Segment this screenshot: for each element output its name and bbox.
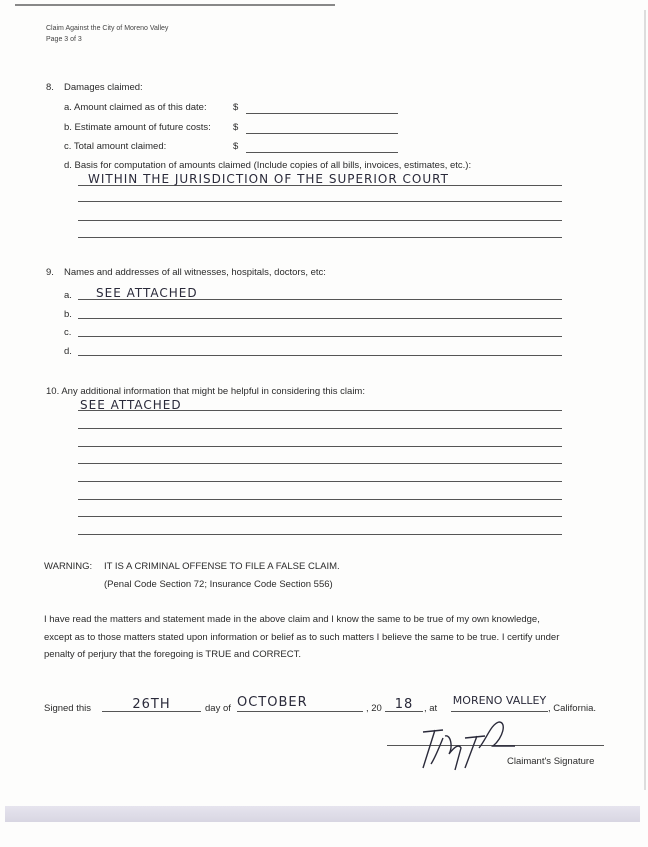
- additional-line[interactable]: [78, 534, 562, 535]
- additional-line[interactable]: [78, 463, 562, 464]
- city-handwriting: MORENO VALLEY: [452, 694, 547, 707]
- signed-prefix: Signed this: [44, 703, 92, 714]
- currency-a: $: [233, 102, 239, 113]
- witness-b-field[interactable]: [78, 318, 562, 319]
- header-title: Claim Against the City of Moreno Valley: [46, 25, 169, 32]
- basis-line-2[interactable]: [78, 201, 562, 202]
- section10-number: 10.: [46, 386, 60, 397]
- total-claimed-label: c. Total amount claimed:: [64, 141, 167, 152]
- at-label: , at: [424, 703, 438, 714]
- witness-a-letter: a.: [64, 290, 72, 301]
- amount-claimed-label: a. Amount claimed as of this date:: [64, 102, 207, 113]
- city-field[interactable]: [451, 691, 548, 712]
- basis-line-3[interactable]: [78, 220, 562, 221]
- witness-c-letter: c.: [64, 327, 72, 338]
- witness-b-letter: b.: [64, 309, 72, 320]
- state-label: , California.: [548, 703, 597, 714]
- basis-handwriting: WITHIN THE JURISDICTION OF THE SUPERIOR COURT: [88, 172, 449, 186]
- month-handwriting: OCTOBER: [237, 695, 308, 710]
- signature-mark: [395, 718, 535, 780]
- future-costs-label: b. Estimate amount of future costs:: [64, 122, 211, 133]
- signature-label: Claimant's Signature: [507, 756, 595, 767]
- year-prefix: , 20: [366, 703, 382, 714]
- section8-number: 8.: [46, 82, 54, 93]
- amount-claimed-field[interactable]: [246, 101, 398, 114]
- additional-line[interactable]: [78, 481, 562, 482]
- additional-info-field[interactable]: [78, 396, 562, 411]
- total-claimed-field[interactable]: [246, 140, 398, 153]
- witness-d-letter: d.: [64, 346, 72, 357]
- warning-text: IT IS A CRIMINAL OFFENSE TO FILE A FALSE CLAIM.: [104, 561, 340, 572]
- future-costs-field[interactable]: [246, 121, 398, 134]
- additional-line[interactable]: [78, 499, 562, 500]
- basis-field[interactable]: [78, 170, 562, 186]
- warning-codes: (Penal Code Section 72; Insurance Code Section 556): [104, 579, 333, 590]
- scan-bottom-band: [5, 806, 640, 822]
- additional-line[interactable]: [78, 516, 562, 517]
- section9-label: Names and addresses of all witnesses, hospitals, doctors, etc:: [64, 267, 326, 278]
- year-field[interactable]: [385, 695, 423, 712]
- warning-label: WARNING:: [44, 561, 93, 572]
- certification-line-3: penalty of perjury that the foregoing is TRUE and CORRECT.: [44, 649, 301, 660]
- additional-info-handwriting: SEE ATTACHED: [80, 398, 182, 412]
- scan-edge: [644, 10, 646, 790]
- section8-label: Damages claimed:: [64, 82, 143, 93]
- certification-line-2: except as to those matters stated upon information or belief as to such matters I believe the same to be true. I certify under: [44, 632, 560, 643]
- scan-edge-rule: [15, 4, 335, 6]
- basis-label: d. Basis for computation of amounts claimed (Include copies of all bills, invoices, estimates, etc.):: [64, 160, 472, 171]
- day-handwriting: 26TH: [132, 697, 171, 712]
- currency-b: $: [233, 122, 239, 133]
- currency-c: $: [233, 141, 239, 152]
- witness-d-field[interactable]: [78, 355, 562, 356]
- day-field[interactable]: [102, 695, 201, 712]
- additional-line[interactable]: [78, 446, 562, 447]
- month-field[interactable]: [237, 693, 363, 712]
- day-of-label: day of: [205, 703, 231, 714]
- section10-text: Any additional information that might be helpful in considering this claim:: [61, 386, 365, 397]
- certification-line-1: I have read the matters and statement made in the above claim and I know the same to be true of my own knowledge,: [44, 614, 540, 625]
- year-handwriting: 18: [394, 697, 414, 712]
- basis-line-4[interactable]: [78, 237, 562, 238]
- header-page: Page 3 of 3: [46, 36, 82, 43]
- witness-a-handwriting: SEE ATTACHED: [96, 286, 198, 300]
- section9-number: 9.: [46, 267, 54, 278]
- additional-line[interactable]: [78, 428, 562, 429]
- witness-c-field[interactable]: [78, 336, 562, 337]
- witness-a-field[interactable]: [78, 284, 562, 300]
